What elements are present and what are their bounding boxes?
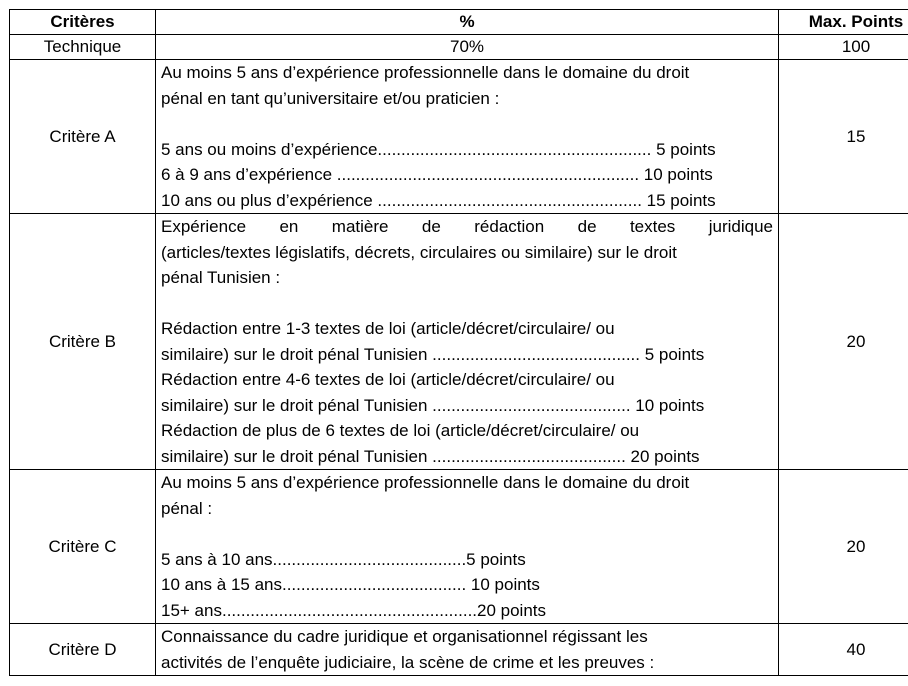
points-line: 15+ ans......................................................20 points [161, 600, 547, 620]
header-criteria: Critères [10, 10, 156, 35]
critere-a-max: 15 [779, 60, 908, 214]
points-line: Rédaction entre 1-3 textes de loi (article/décret/circulaire/ ou [161, 319, 615, 338]
critere-c-name: Critère C [10, 470, 156, 624]
points-line: 10 ans à 15 ans....................................... 10 points [161, 575, 540, 594]
intro-line: pénal en tant qu’universitaire et/ou praticien : [161, 88, 500, 108]
intro-line: Au moins 5 ans d’expérience professionnelle dans le domaine du droit [161, 63, 690, 82]
points-line: similaire) sur le droit pénal Tunisien ............................................ 5 points [161, 344, 705, 364]
critere-a-name: Critère A [10, 60, 156, 214]
points-line: similaire) sur le droit pénal Tunisien .......................................... 10 points [161, 395, 705, 415]
intro-line: activités de l’enquête judiciaire, la scène de crime et les preuves : [161, 652, 655, 672]
criteria-table [9, 9, 908, 676]
critere-c-row [10, 470, 908, 624]
critere-b-max: 20 [779, 214, 908, 470]
critere-d-name: Critère D [10, 624, 156, 676]
critere-c-description [156, 470, 779, 624]
blank-line [161, 521, 773, 547]
technique-row [10, 35, 908, 60]
critere-b-row [10, 214, 908, 470]
points-line: similaire) sur le droit pénal Tunisien ......................................... 20 points [161, 446, 700, 466]
intro-line: (articles/textes législatifs, décrets, circulaires ou similaire) sur le droit [161, 242, 677, 262]
critere-b-name: Critère B [10, 214, 156, 470]
critere-c-max: 20 [779, 470, 908, 624]
intro-line: Expérience en matière de rédaction de textes juridique [161, 217, 773, 236]
intro-line: Au moins 5 ans d’expérience professionnelle dans le domaine du droit [161, 473, 690, 492]
critere-d-description [156, 624, 779, 676]
intro-line: pénal Tunisien : [161, 268, 281, 287]
intro-line: pénal : [161, 498, 213, 518]
points-line: Rédaction de plus de 6 textes de loi (article/décret/circulaire/ ou [161, 421, 640, 440]
technique-percent: 70% [156, 35, 779, 60]
points-line: 6 à 9 ans d’expérience ................................................................ 10 points [161, 165, 713, 184]
points-line: 5 ans à 10 ans.........................................5 points [161, 549, 526, 569]
technique-max: 100 [779, 35, 908, 60]
header-max-points: Max. Points [779, 10, 908, 35]
blank-line [161, 291, 773, 317]
critere-a-row [10, 60, 908, 214]
critere-d-row [10, 624, 908, 676]
critere-a-description [156, 60, 779, 214]
technique-label: Technique [10, 35, 156, 60]
points-line: Rédaction entre 4-6 textes de loi (article/décret/circulaire/ ou [161, 370, 615, 389]
critere-b-description [156, 214, 779, 470]
critere-d-max: 40 [779, 624, 908, 676]
header-row [10, 10, 908, 35]
points-line: 5 ans ou moins d’expérience.......................................................... 5 points [161, 139, 716, 159]
header-percent: % [156, 10, 779, 35]
blank-line [161, 111, 773, 137]
intro-line: Connaissance du cadre juridique et organisationnel régissant les [161, 627, 648, 646]
points-line: 10 ans ou plus d’expérience ........................................................ 15 points [161, 190, 716, 210]
